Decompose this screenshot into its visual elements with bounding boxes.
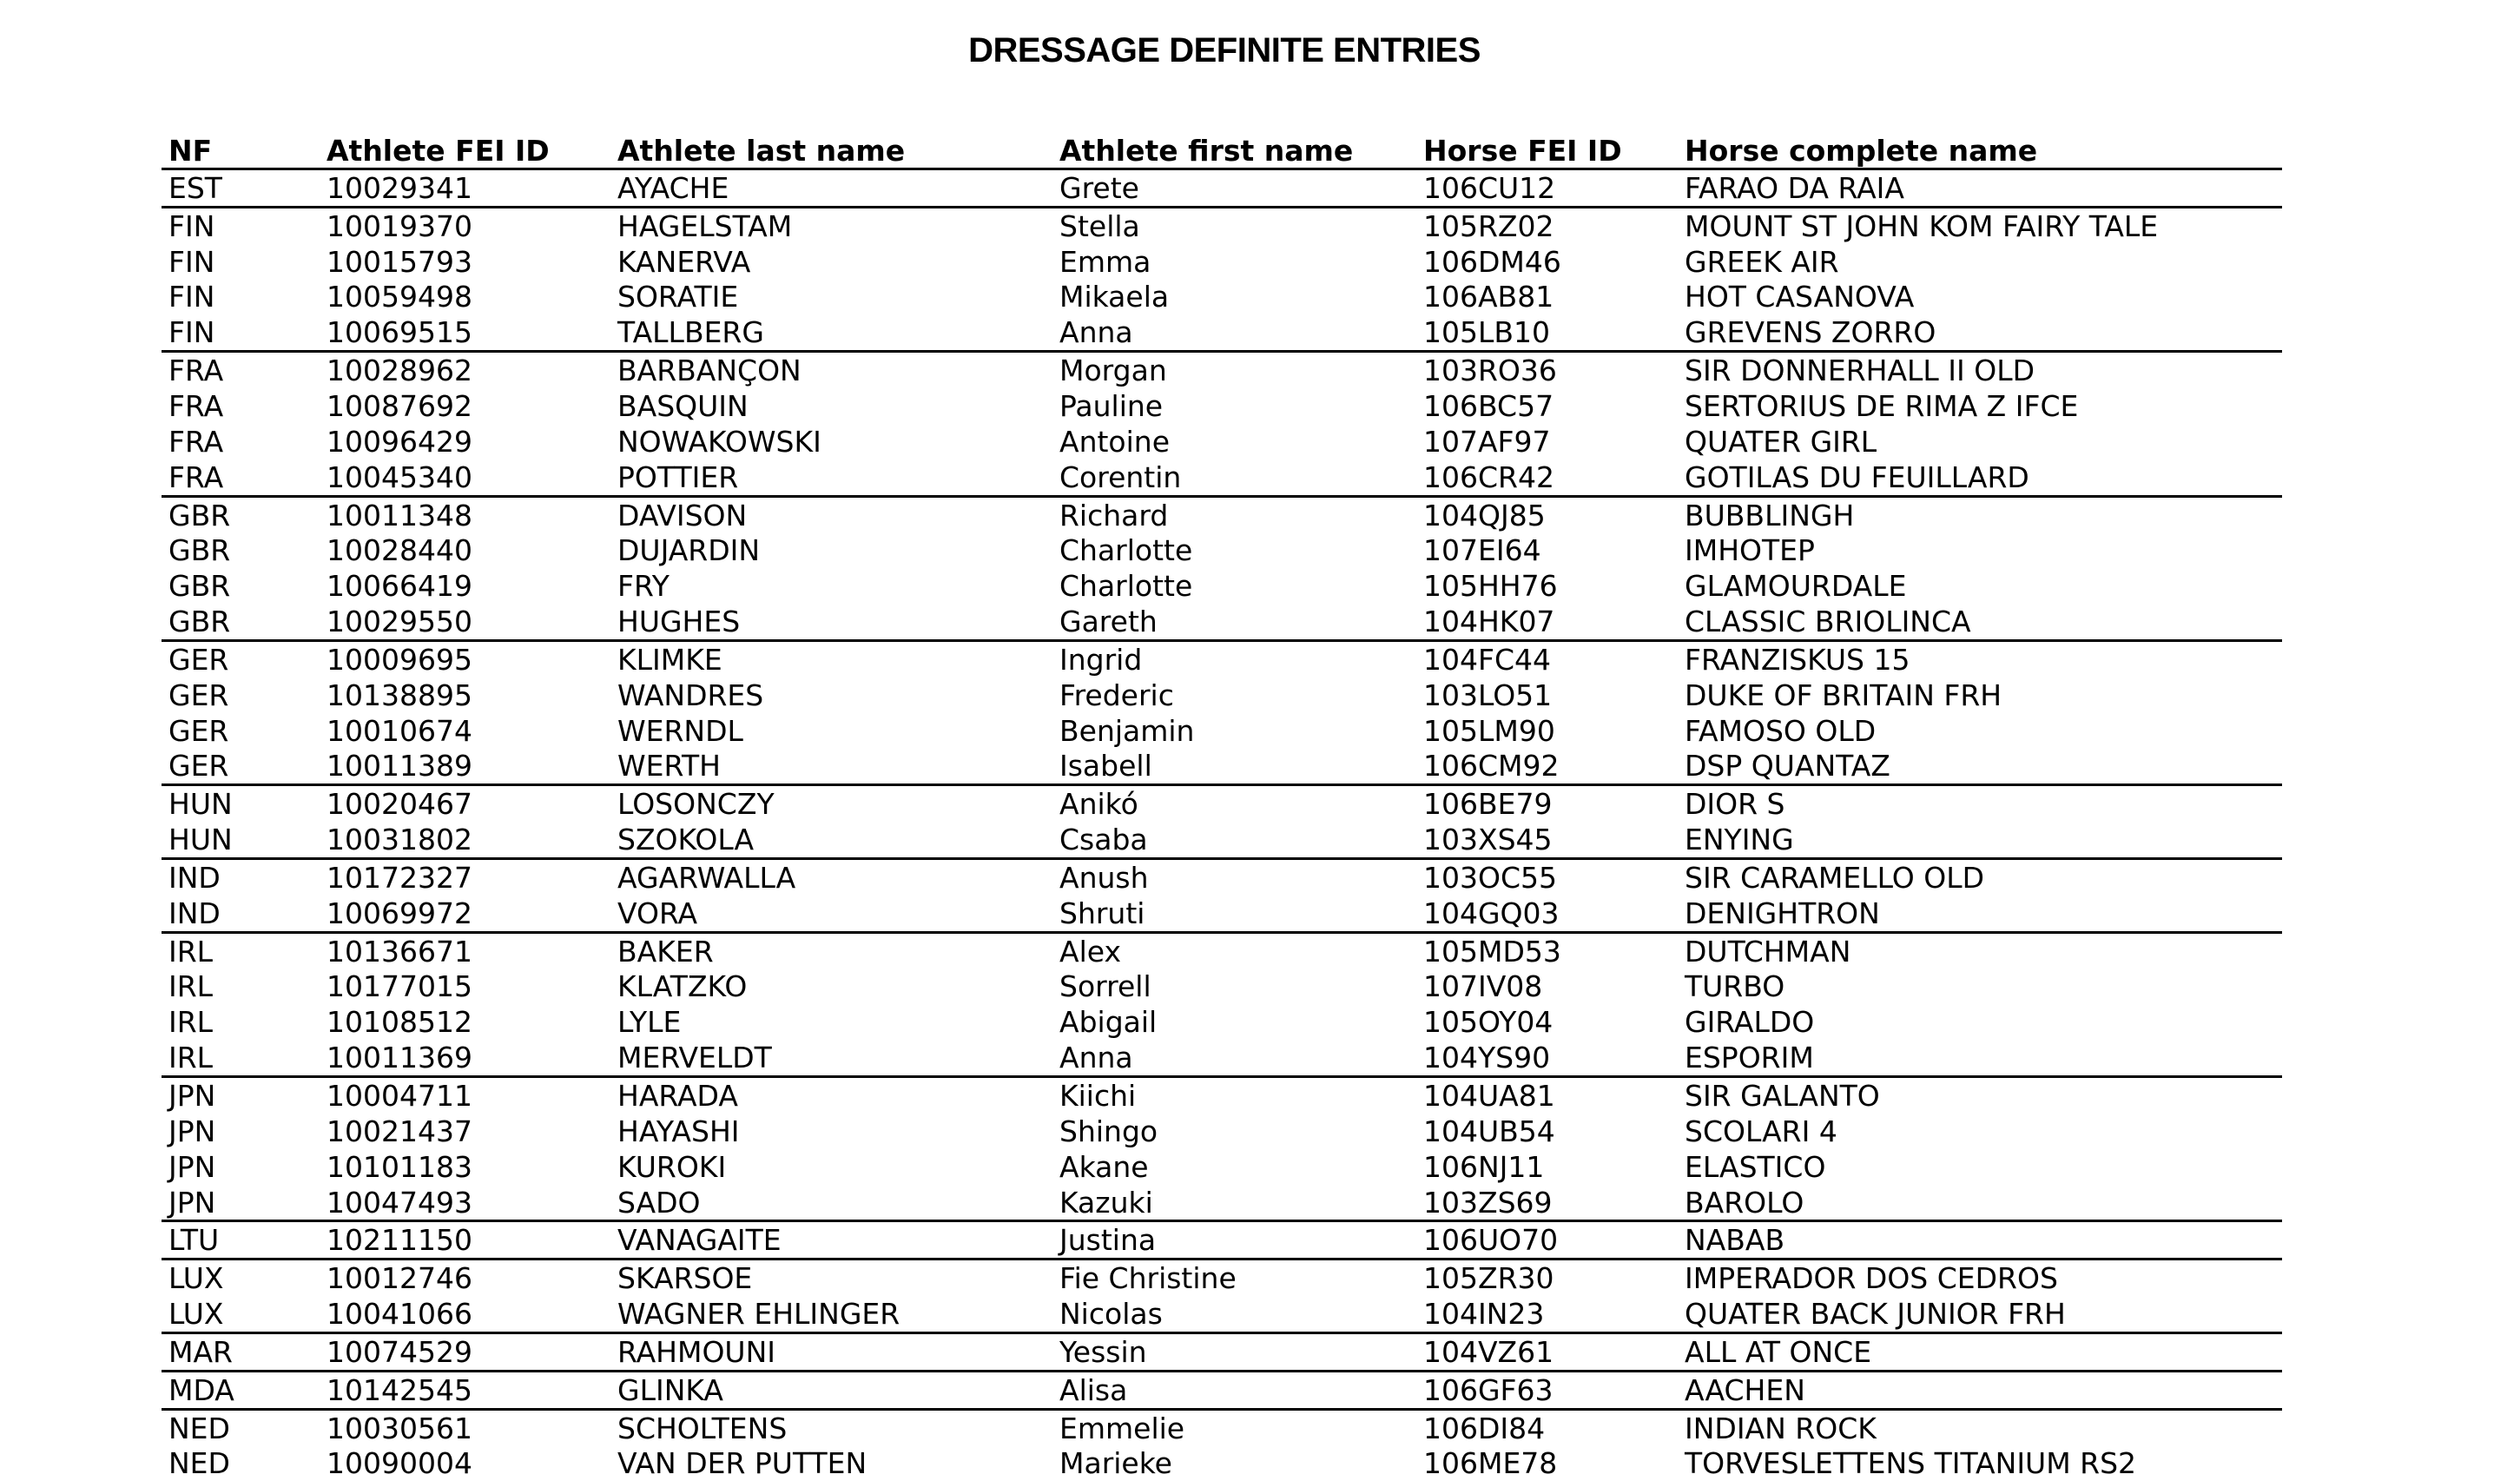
cell-athlete-first-name: Emma bbox=[1052, 244, 1416, 280]
cell-athlete-fei-id: 10011369 bbox=[320, 1040, 610, 1076]
cell-athlete-first-name: Ingrid bbox=[1052, 640, 1416, 677]
cell-horse-complete-name: FAMOSO OLD bbox=[1678, 713, 2282, 749]
table-row bbox=[162, 749, 2282, 785]
cell-nf: EST bbox=[162, 169, 320, 208]
cell-horse-fei-id: 103LO51 bbox=[1416, 678, 1678, 713]
cell-athlete-last-name: BAKER bbox=[610, 932, 1052, 969]
cell-horse-fei-id: 105ZR30 bbox=[1416, 1260, 1678, 1296]
header-nf: NF bbox=[162, 130, 320, 169]
cell-athlete-last-name: WAGNER EHLINGER bbox=[610, 1296, 1052, 1332]
cell-athlete-last-name: KUROKI bbox=[610, 1149, 1052, 1185]
cell-athlete-last-name: AYACHE bbox=[610, 169, 1052, 208]
cell-nf: IND bbox=[162, 859, 320, 896]
cell-horse-complete-name: AACHEN bbox=[1678, 1371, 2282, 1409]
cell-athlete-last-name: WERTH bbox=[610, 749, 1052, 785]
cell-horse-fei-id: 104GQ03 bbox=[1416, 896, 1678, 932]
cell-nf: FRA bbox=[162, 388, 320, 424]
cell-horse-complete-name: DENIGHTRON bbox=[1678, 896, 2282, 932]
cell-athlete-first-name: Kiichi bbox=[1052, 1077, 1416, 1114]
cell-horse-fei-id: 103RO36 bbox=[1416, 352, 1678, 388]
cell-athlete-first-name: Charlotte bbox=[1052, 568, 1416, 604]
cell-nf: IRL bbox=[162, 1004, 320, 1040]
table-row bbox=[162, 460, 2282, 496]
cell-athlete-first-name: Emmelie bbox=[1052, 1409, 1416, 1445]
table-row bbox=[162, 1185, 2282, 1221]
table-row bbox=[162, 713, 2282, 749]
header-horse-complete-name: Horse complete name bbox=[1678, 130, 2282, 169]
cell-horse-fei-id: 103OC55 bbox=[1416, 859, 1678, 896]
table-row bbox=[162, 352, 2282, 388]
cell-athlete-first-name: Anikó bbox=[1052, 785, 1416, 822]
table-row bbox=[162, 1260, 2282, 1296]
cell-athlete-fei-id: 10029341 bbox=[320, 169, 610, 208]
cell-horse-fei-id: 105LB10 bbox=[1416, 314, 1678, 351]
cell-nf: FRA bbox=[162, 424, 320, 460]
cell-athlete-first-name: Fie Christine bbox=[1052, 1260, 1416, 1296]
cell-nf: FIN bbox=[162, 244, 320, 280]
cell-athlete-first-name: Anna bbox=[1052, 1040, 1416, 1076]
cell-horse-complete-name: GIRALDO bbox=[1678, 1004, 2282, 1040]
cell-horse-fei-id: 105RZ02 bbox=[1416, 207, 1678, 243]
cell-athlete-fei-id: 10096429 bbox=[320, 424, 610, 460]
cell-horse-fei-id: 104UB54 bbox=[1416, 1114, 1678, 1149]
cell-athlete-first-name: Isabell bbox=[1052, 749, 1416, 785]
table-row bbox=[162, 1371, 2282, 1409]
cell-horse-fei-id: 107AF97 bbox=[1416, 424, 1678, 460]
cell-athlete-fei-id: 10012746 bbox=[320, 1260, 610, 1296]
cell-horse-complete-name: BUBBLINGH bbox=[1678, 496, 2282, 532]
cell-athlete-first-name: Marieke bbox=[1052, 1446, 1416, 1481]
cell-nf: GER bbox=[162, 678, 320, 713]
cell-athlete-fei-id: 10031802 bbox=[320, 822, 610, 858]
cell-horse-complete-name: TORVESLETTENS TITANIUM RS2 bbox=[1678, 1446, 2282, 1481]
cell-athlete-last-name: NOWAKOWSKI bbox=[610, 424, 1052, 460]
cell-athlete-fei-id: 10090004 bbox=[320, 1446, 610, 1481]
cell-athlete-last-name: RAHMOUNI bbox=[610, 1333, 1052, 1372]
table-row bbox=[162, 1077, 2282, 1114]
cell-athlete-last-name: HAGELSTAM bbox=[610, 207, 1052, 243]
cell-athlete-last-name: POTTIER bbox=[610, 460, 1052, 496]
cell-horse-complete-name: GREVENS ZORRO bbox=[1678, 314, 2282, 351]
cell-horse-fei-id: 106GF63 bbox=[1416, 1371, 1678, 1409]
cell-nf: GER bbox=[162, 713, 320, 749]
cell-athlete-first-name: Sorrell bbox=[1052, 969, 1416, 1005]
cell-nf: IRL bbox=[162, 1040, 320, 1076]
cell-athlete-fei-id: 10108512 bbox=[320, 1004, 610, 1040]
table-row bbox=[162, 568, 2282, 604]
cell-horse-complete-name: ENYING bbox=[1678, 822, 2282, 858]
cell-horse-fei-id: 106BC57 bbox=[1416, 388, 1678, 424]
cell-athlete-first-name: Charlotte bbox=[1052, 532, 1416, 568]
cell-horse-complete-name: SIR GALANTO bbox=[1678, 1077, 2282, 1114]
cell-athlete-last-name: LOSONCZY bbox=[610, 785, 1052, 822]
cell-athlete-first-name: Alex bbox=[1052, 932, 1416, 969]
cell-athlete-first-name: Shingo bbox=[1052, 1114, 1416, 1149]
entries-body bbox=[162, 169, 2282, 1481]
cell-athlete-first-name: Csaba bbox=[1052, 822, 1416, 858]
cell-horse-fei-id: 106CU12 bbox=[1416, 169, 1678, 208]
cell-athlete-fei-id: 10074529 bbox=[320, 1333, 610, 1372]
cell-nf: MAR bbox=[162, 1333, 320, 1372]
cell-athlete-fei-id: 10030561 bbox=[320, 1409, 610, 1445]
cell-horse-complete-name: DUKE OF BRITAIN FRH bbox=[1678, 678, 2282, 713]
cell-athlete-first-name: Shruti bbox=[1052, 896, 1416, 932]
cell-horse-complete-name: QUATER GIRL bbox=[1678, 424, 2282, 460]
cell-horse-fei-id: 106UO70 bbox=[1416, 1221, 1678, 1260]
cell-athlete-last-name: SZOKOLA bbox=[610, 822, 1052, 858]
cell-horse-fei-id: 106CM92 bbox=[1416, 749, 1678, 785]
cell-horse-complete-name: INDIAN ROCK bbox=[1678, 1409, 2282, 1445]
cell-nf: IRL bbox=[162, 969, 320, 1005]
cell-athlete-last-name: DAVISON bbox=[610, 496, 1052, 532]
cell-athlete-fei-id: 10020467 bbox=[320, 785, 610, 822]
cell-athlete-last-name: SKARSOE bbox=[610, 1260, 1052, 1296]
cell-athlete-fei-id: 10041066 bbox=[320, 1296, 610, 1332]
cell-horse-fei-id: 104FC44 bbox=[1416, 640, 1678, 677]
cell-athlete-fei-id: 10011348 bbox=[320, 496, 610, 532]
cell-horse-complete-name: SIR CARAMELLO OLD bbox=[1678, 859, 2282, 896]
table-row bbox=[162, 1221, 2282, 1260]
cell-horse-complete-name: ELASTICO bbox=[1678, 1149, 2282, 1185]
cell-athlete-fei-id: 10066419 bbox=[320, 568, 610, 604]
cell-athlete-fei-id: 10019370 bbox=[320, 207, 610, 243]
cell-athlete-last-name: SORATIE bbox=[610, 280, 1052, 315]
cell-athlete-fei-id: 10010674 bbox=[320, 713, 610, 749]
cell-horse-complete-name: DSP QUANTAZ bbox=[1678, 749, 2282, 785]
cell-horse-complete-name: SIR DONNERHALL II OLD bbox=[1678, 352, 2282, 388]
cell-horse-complete-name: IMPERADOR DOS CEDROS bbox=[1678, 1260, 2282, 1296]
cell-horse-complete-name: GOTILAS DU FEUILLARD bbox=[1678, 460, 2282, 496]
cell-athlete-fei-id: 10172327 bbox=[320, 859, 610, 896]
cell-horse-fei-id: 106CR42 bbox=[1416, 460, 1678, 496]
table-row bbox=[162, 1114, 2282, 1149]
cell-horse-fei-id: 103XS45 bbox=[1416, 822, 1678, 858]
cell-nf: FIN bbox=[162, 207, 320, 243]
cell-athlete-last-name: BARBANÇON bbox=[610, 352, 1052, 388]
cell-athlete-last-name: HUGHES bbox=[610, 604, 1052, 640]
cell-athlete-last-name: MERVELDT bbox=[610, 1040, 1052, 1076]
cell-athlete-first-name: Antoine bbox=[1052, 424, 1416, 460]
cell-nf: NED bbox=[162, 1409, 320, 1445]
cell-horse-complete-name: QUATER BACK JUNIOR FRH bbox=[1678, 1296, 2282, 1332]
table-row bbox=[162, 896, 2282, 932]
cell-nf: GBR bbox=[162, 604, 320, 640]
cell-nf: LUX bbox=[162, 1260, 320, 1296]
cell-horse-complete-name: DIOR S bbox=[1678, 785, 2282, 822]
cell-horse-complete-name: BAROLO bbox=[1678, 1185, 2282, 1221]
cell-athlete-fei-id: 10136671 bbox=[320, 932, 610, 969]
cell-horse-fei-id: 104UA81 bbox=[1416, 1077, 1678, 1114]
cell-athlete-last-name: LYLE bbox=[610, 1004, 1052, 1040]
cell-nf: LTU bbox=[162, 1221, 320, 1260]
cell-horse-complete-name: TURBO bbox=[1678, 969, 2282, 1005]
cell-athlete-first-name: Gareth bbox=[1052, 604, 1416, 640]
header-row bbox=[162, 130, 2282, 169]
table-row bbox=[162, 496, 2282, 532]
cell-athlete-last-name: BASQUIN bbox=[610, 388, 1052, 424]
cell-horse-fei-id: 105HH76 bbox=[1416, 568, 1678, 604]
table-row bbox=[162, 207, 2282, 243]
cell-athlete-fei-id: 10011389 bbox=[320, 749, 610, 785]
cell-athlete-fei-id: 10059498 bbox=[320, 280, 610, 315]
cell-athlete-first-name: Anush bbox=[1052, 859, 1416, 896]
cell-horse-complete-name: GLAMOURDALE bbox=[1678, 568, 2282, 604]
cell-athlete-fei-id: 10045340 bbox=[320, 460, 610, 496]
cell-athlete-fei-id: 10069972 bbox=[320, 896, 610, 932]
cell-horse-fei-id: 103ZS69 bbox=[1416, 1185, 1678, 1221]
cell-athlete-last-name: GLINKA bbox=[610, 1371, 1052, 1409]
cell-horse-fei-id: 104IN23 bbox=[1416, 1296, 1678, 1332]
cell-athlete-last-name: VAN DER PUTTEN bbox=[610, 1446, 1052, 1481]
cell-athlete-fei-id: 10087692 bbox=[320, 388, 610, 424]
cell-horse-fei-id: 106AB81 bbox=[1416, 280, 1678, 315]
cell-athlete-first-name: Benjamin bbox=[1052, 713, 1416, 749]
cell-horse-fei-id: 105OY04 bbox=[1416, 1004, 1678, 1040]
table-row bbox=[162, 280, 2282, 315]
cell-nf: JPN bbox=[162, 1114, 320, 1149]
cell-nf: FRA bbox=[162, 352, 320, 388]
cell-horse-complete-name: ESPORIM bbox=[1678, 1040, 2282, 1076]
cell-athlete-first-name: Morgan bbox=[1052, 352, 1416, 388]
cell-horse-complete-name: IMHOTEP bbox=[1678, 532, 2282, 568]
cell-athlete-fei-id: 10029550 bbox=[320, 604, 610, 640]
cell-athlete-first-name: Frederic bbox=[1052, 678, 1416, 713]
cell-horse-complete-name: CLASSIC BRIOLINCA bbox=[1678, 604, 2282, 640]
cell-horse-complete-name: FARAO DA RAIA bbox=[1678, 169, 2282, 208]
cell-nf: GBR bbox=[162, 532, 320, 568]
cell-athlete-first-name: Alisa bbox=[1052, 1371, 1416, 1409]
cell-horse-complete-name: NABAB bbox=[1678, 1221, 2282, 1260]
table-row bbox=[162, 169, 2282, 208]
table-row bbox=[162, 969, 2282, 1005]
cell-athlete-fei-id: 10211150 bbox=[320, 1221, 610, 1260]
table-row bbox=[162, 640, 2282, 677]
table-row bbox=[162, 604, 2282, 640]
table-row bbox=[162, 1040, 2282, 1076]
cell-athlete-first-name: Grete bbox=[1052, 169, 1416, 208]
cell-horse-fei-id: 104VZ61 bbox=[1416, 1333, 1678, 1372]
table-row bbox=[162, 244, 2282, 280]
cell-athlete-first-name: Yessin bbox=[1052, 1333, 1416, 1372]
cell-athlete-fei-id: 10177015 bbox=[320, 969, 610, 1005]
cell-athlete-first-name: Justina bbox=[1052, 1221, 1416, 1260]
cell-horse-fei-id: 107IV08 bbox=[1416, 969, 1678, 1005]
table-row bbox=[162, 1149, 2282, 1185]
page-title: DRESSAGE DEFINITE ENTRIES bbox=[0, 31, 2449, 70]
cell-athlete-last-name: SCHOLTENS bbox=[610, 1409, 1052, 1445]
cell-athlete-fei-id: 10009695 bbox=[320, 640, 610, 677]
cell-horse-complete-name: FRANZISKUS 15 bbox=[1678, 640, 2282, 677]
cell-athlete-fei-id: 10142545 bbox=[320, 1371, 610, 1409]
cell-horse-fei-id: 105LM90 bbox=[1416, 713, 1678, 749]
table-row bbox=[162, 1409, 2282, 1445]
cell-horse-fei-id: 106DM46 bbox=[1416, 244, 1678, 280]
table-row bbox=[162, 932, 2282, 969]
cell-athlete-first-name: Anna bbox=[1052, 314, 1416, 351]
cell-nf: FIN bbox=[162, 314, 320, 351]
cell-horse-complete-name: HOT CASANOVA bbox=[1678, 280, 2282, 315]
cell-nf: FRA bbox=[162, 460, 320, 496]
cell-athlete-fei-id: 10015793 bbox=[320, 244, 610, 280]
cell-nf: GER bbox=[162, 640, 320, 677]
table-row bbox=[162, 785, 2282, 822]
cell-athlete-fei-id: 10101183 bbox=[320, 1149, 610, 1185]
table-row bbox=[162, 314, 2282, 351]
cell-athlete-last-name: TALLBERG bbox=[610, 314, 1052, 351]
cell-athlete-last-name: VORA bbox=[610, 896, 1052, 932]
cell-athlete-last-name: KLIMKE bbox=[610, 640, 1052, 677]
table-row bbox=[162, 822, 2282, 858]
header-athlete-fei-id: Athlete FEI ID bbox=[320, 130, 610, 169]
cell-athlete-last-name: HAYASHI bbox=[610, 1114, 1052, 1149]
table-row bbox=[162, 1446, 2282, 1481]
cell-athlete-fei-id: 10028440 bbox=[320, 532, 610, 568]
cell-horse-fei-id: 106BE79 bbox=[1416, 785, 1678, 822]
table-row bbox=[162, 532, 2282, 568]
cell-horse-fei-id: 104QJ85 bbox=[1416, 496, 1678, 532]
cell-nf: GBR bbox=[162, 496, 320, 532]
cell-horse-fei-id: 106NJ11 bbox=[1416, 1149, 1678, 1185]
cell-horse-complete-name: GREEK AIR bbox=[1678, 244, 2282, 280]
cell-athlete-first-name: Mikaela bbox=[1052, 280, 1416, 315]
cell-athlete-last-name: AGARWALLA bbox=[610, 859, 1052, 896]
cell-athlete-last-name: KLATZKO bbox=[610, 969, 1052, 1005]
cell-nf: IND bbox=[162, 896, 320, 932]
cell-athlete-first-name: Richard bbox=[1052, 496, 1416, 532]
cell-athlete-fei-id: 10004711 bbox=[320, 1077, 610, 1114]
header-athlete-last-name: Athlete last name bbox=[610, 130, 1052, 169]
cell-horse-complete-name: SERTORIUS DE RIMA Z IFCE bbox=[1678, 388, 2282, 424]
cell-nf: HUN bbox=[162, 785, 320, 822]
cell-horse-fei-id: 107EI64 bbox=[1416, 532, 1678, 568]
header-horse-fei-id: Horse FEI ID bbox=[1416, 130, 1678, 169]
cell-nf: MDA bbox=[162, 1371, 320, 1409]
cell-athlete-last-name: VANAGAITE bbox=[610, 1221, 1052, 1260]
cell-nf: GER bbox=[162, 749, 320, 785]
cell-athlete-last-name: DUJARDIN bbox=[610, 532, 1052, 568]
cell-horse-complete-name: DUTCHMAN bbox=[1678, 932, 2282, 969]
cell-athlete-first-name: Akane bbox=[1052, 1149, 1416, 1185]
cell-nf: JPN bbox=[162, 1149, 320, 1185]
cell-horse-fei-id: 104HK07 bbox=[1416, 604, 1678, 640]
cell-athlete-fei-id: 10069515 bbox=[320, 314, 610, 351]
cell-athlete-first-name: Abigail bbox=[1052, 1004, 1416, 1040]
cell-athlete-first-name: Nicolas bbox=[1052, 1296, 1416, 1332]
cell-nf: GBR bbox=[162, 568, 320, 604]
table-row bbox=[162, 424, 2282, 460]
cell-athlete-last-name: FRY bbox=[610, 568, 1052, 604]
cell-nf: JPN bbox=[162, 1185, 320, 1221]
entries-table bbox=[162, 130, 2282, 1481]
table-row bbox=[162, 859, 2282, 896]
table-row bbox=[162, 1004, 2282, 1040]
cell-athlete-last-name: WANDRES bbox=[610, 678, 1052, 713]
cell-nf: IRL bbox=[162, 932, 320, 969]
cell-athlete-fei-id: 10138895 bbox=[320, 678, 610, 713]
table-row bbox=[162, 388, 2282, 424]
cell-nf: JPN bbox=[162, 1077, 320, 1114]
cell-athlete-last-name: WERNDL bbox=[610, 713, 1052, 749]
cell-nf: LUX bbox=[162, 1296, 320, 1332]
cell-athlete-last-name: HARADA bbox=[610, 1077, 1052, 1114]
cell-athlete-fei-id: 10047493 bbox=[320, 1185, 610, 1221]
table-row bbox=[162, 1296, 2282, 1332]
cell-athlete-first-name: Kazuki bbox=[1052, 1185, 1416, 1221]
cell-horse-complete-name: SCOLARI 4 bbox=[1678, 1114, 2282, 1149]
table-row bbox=[162, 1333, 2282, 1372]
cell-nf: HUN bbox=[162, 822, 320, 858]
cell-horse-complete-name: ALL AT ONCE bbox=[1678, 1333, 2282, 1372]
cell-horse-complete-name: MOUNT ST JOHN KOM FAIRY TALE bbox=[1678, 207, 2282, 243]
cell-athlete-first-name: Pauline bbox=[1052, 388, 1416, 424]
header-athlete-first-name: Athlete first name bbox=[1052, 130, 1416, 169]
cell-nf: FIN bbox=[162, 280, 320, 315]
table-row bbox=[162, 678, 2282, 713]
cell-horse-fei-id: 106DI84 bbox=[1416, 1409, 1678, 1445]
cell-athlete-fei-id: 10021437 bbox=[320, 1114, 610, 1149]
cell-nf: NED bbox=[162, 1446, 320, 1481]
cell-horse-fei-id: 105MD53 bbox=[1416, 932, 1678, 969]
cell-horse-fei-id: 106ME78 bbox=[1416, 1446, 1678, 1481]
cell-athlete-fei-id: 10028962 bbox=[320, 352, 610, 388]
cell-horse-fei-id: 104YS90 bbox=[1416, 1040, 1678, 1076]
cell-athlete-first-name: Corentin bbox=[1052, 460, 1416, 496]
cell-athlete-last-name: SADO bbox=[610, 1185, 1052, 1221]
cell-athlete-last-name: KANERVA bbox=[610, 244, 1052, 280]
cell-athlete-first-name: Stella bbox=[1052, 207, 1416, 243]
